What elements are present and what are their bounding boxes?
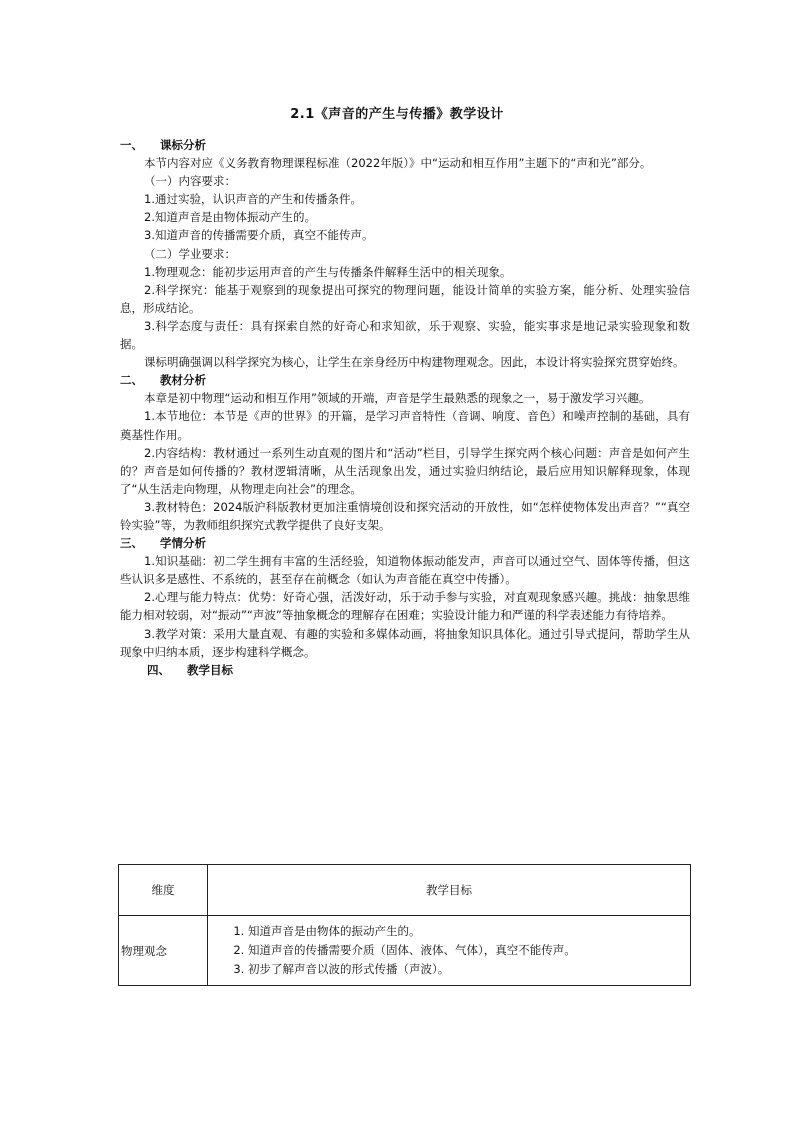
- list-item: 3.知道声音的传播需要介质，真空不能传声。: [144, 228, 374, 243]
- table-row: [119, 916, 691, 986]
- header-dimension: 维度: [119, 865, 208, 916]
- section-1-closing: 课标明确强调以科学探究为核心，让学生在亲身经历中构建物理观念。因此，本设计将实验探究贯穿始终。: [144, 355, 685, 370]
- list-item: 1.本节地位：本节是《声的世界》的开篇，是学习声音特性（音调、响度、音色）和噪声控制的基础，具有奠基性作用。: [120, 409, 690, 442]
- list-item: 2.科学探究：能基于观察到的现象提出可探究的物理问题，能设计简单的实验方案，能分析、处理实验信息，形成结论。: [120, 282, 690, 315]
- document-body: [120, 136, 690, 679]
- section-1-intro: 本节内容对应《义务教育物理课程标准（2022年版）》中“运动和相互作用”主题下的“声和光”部分。: [144, 156, 652, 171]
- list-item: 3.教材特色：2024版沪科版教材更加注重情境创设和探究活动的开放性，如“怎样使物体发出声音？”“真空铃实验”等，为教师组织探究式教学提供了良好支架。: [120, 499, 690, 532]
- row-dimension: 物理观念: [119, 916, 208, 986]
- list-item: 3. 初步了解声音以波的形式传播（声波）。: [248, 960, 690, 979]
- row-objectives: [208, 916, 691, 986]
- document-title: 2.1《声音的产生与传播》教学设计: [290, 107, 504, 122]
- list-item: 2.内容结构：教材通过一系列生动直观的图片和“活动”栏目，引导学生探究两个核心问题：声音是如何产生的？声音是如何传播的？教材逻辑清晰，从生活现象出发，通过实验归纳结论，最后应用知识解释现象，体现了“从生活走向物理，从物理走向社会”的理念。: [120, 445, 690, 496]
- list-item: 2.心理与能力特点：优势：好奇心强，活泼好动，乐于动手参与实验，对直观现象感兴趣。挑战：抽象思维能力相对较弱，对“振动”“声波”等抽象概念的理解存在困难；实验设计能力和严谨的科学表述能力有待培养。: [120, 590, 690, 623]
- section-heading-4: 四、 教学目标: [147, 662, 233, 677]
- content-requirement-title: （一）内容要求：: [144, 174, 236, 189]
- academic-requirement-title: （二）学业要求：: [144, 246, 236, 261]
- section-2-intro: 本章是初中物理“运动和相互作用”领域的开端，声音是学生最熟悉的现象之一，易于激发学习兴趣。: [144, 391, 651, 406]
- list-item: 1.知识基础：初二学生拥有丰富的生活经验，知道物体振动能发声，声音可以通过空气、固体等传播，但这些认识多是感性、不系统的，甚至存在前概念（如认为声音能在真空中传播）。: [120, 554, 690, 587]
- objective-list: [208, 922, 690, 979]
- section-heading-1: 一、 课标分析: [120, 138, 206, 152]
- list-item: 2. 知道声音的传播需要介质（固体、液体、气体），真空不能传声。: [248, 941, 690, 960]
- section-heading-3: 三、 学情分析: [120, 536, 206, 551]
- objectives-table: [118, 864, 691, 986]
- list-item: 2.知道声音是由物体振动产生的。: [144, 210, 316, 225]
- list-item: 1. 知道声音是由物体的振动产生的。: [248, 922, 690, 941]
- list-item: 3.教学对策：采用大量直观、有趣的实验和多媒体动画，将抽象知识具体化。通过引导式提问，帮助学生从现象中归纳本质，逐步构建科学概念。: [120, 626, 690, 659]
- section-heading-2: 二、 教材分析: [120, 373, 206, 388]
- list-item: 3.科学态度与责任：具有探索自然的好奇心和求知欲，乐于观察、实验，能实事求是地记录实验现象和数据。: [120, 318, 690, 352]
- table-header-row: [119, 865, 691, 916]
- header-objective: 教学目标: [208, 865, 691, 916]
- list-item: 1.通过实验，认识声音的产生和传播条件。: [144, 192, 362, 207]
- list-item: 1.物理观念：能初步运用声音的产生与传播条件解释生活中的相关现象。: [144, 264, 512, 279]
